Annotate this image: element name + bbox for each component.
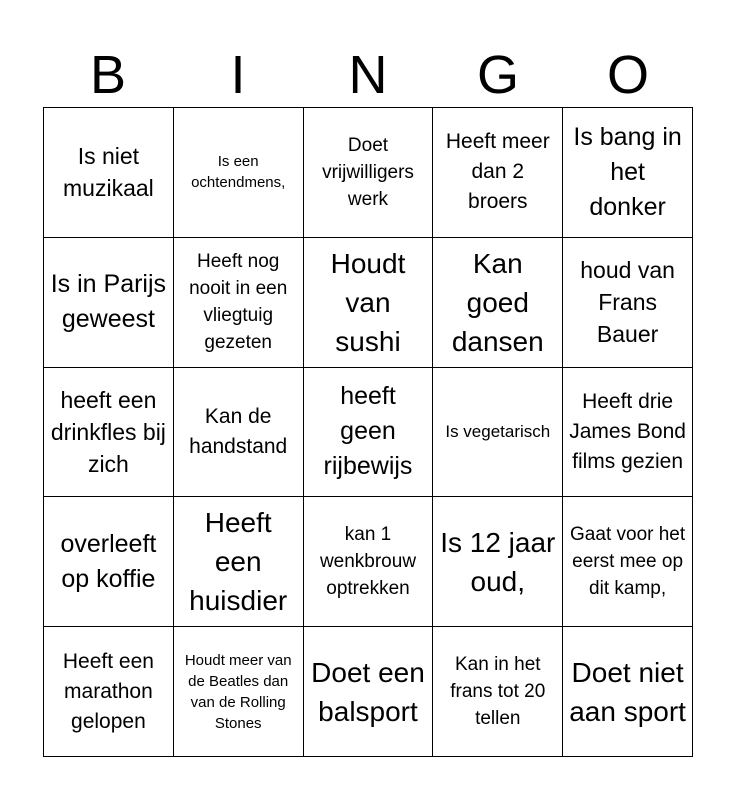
bingo-cell[interactable] xyxy=(433,108,563,238)
header-letter-g: G xyxy=(476,45,519,105)
bingo-cell[interactable] xyxy=(304,108,434,238)
bingo-cell[interactable] xyxy=(563,627,693,757)
bingo-card xyxy=(43,107,693,757)
bingo-cell-text: Kan in het frans tot 20 tellen xyxy=(450,654,546,730)
bingo-cell-text: Houdt van sushi xyxy=(330,247,406,357)
bingo-cell[interactable] xyxy=(304,627,434,757)
bingo-cell-text: Is niet muzikaal xyxy=(63,143,154,202)
bingo-cell[interactable] xyxy=(304,497,434,627)
bingo-cell[interactable] xyxy=(174,627,304,757)
bingo-cell-text: houd van Frans Bauer xyxy=(580,257,675,348)
bingo-cell[interactable] xyxy=(433,497,563,627)
bingo-cell-text: Is bang in het donker xyxy=(573,122,682,221)
bingo-cell-text: Heeft een marathon gelopen xyxy=(62,649,154,733)
bingo-cell-text: Doet een balsport xyxy=(311,656,425,727)
header-letter-b: B xyxy=(89,45,127,105)
bingo-cell-text: Kan de handstand xyxy=(189,404,288,458)
bingo-cell-text: Doet vrijwilligers werk xyxy=(322,134,414,210)
header-letter-i: I xyxy=(230,45,246,105)
bingo-cell-text: Is een ochtendmens, xyxy=(191,153,286,192)
bingo-cell[interactable] xyxy=(563,108,693,238)
bingo-cell[interactable] xyxy=(433,238,563,368)
bingo-cell[interactable] xyxy=(174,368,304,498)
bingo-cell-text: Is vegetarisch xyxy=(445,421,551,441)
bingo-header xyxy=(43,44,693,106)
header-letter-n: N xyxy=(348,45,388,105)
bingo-cell[interactable] xyxy=(44,368,174,498)
bingo-cell[interactable] xyxy=(174,108,304,238)
bingo-cell-text: Doet niet aan sport xyxy=(569,656,686,727)
bingo-cell[interactable] xyxy=(433,627,563,757)
bingo-cell[interactable] xyxy=(563,238,693,368)
bingo-cell[interactable] xyxy=(44,627,174,757)
bingo-cell-text: Houdt meer van de Beatles dan van de Rolling Stones xyxy=(184,651,292,732)
header-letter-o: O xyxy=(606,45,649,105)
bingo-cell-text: Gaat voor het eerst mee op dit kamp, xyxy=(570,524,686,600)
bingo-cell-text: Heeft nog nooit in een vliegtuig gezeten xyxy=(189,251,288,354)
bingo-cell-text: Heeft meer dan 2 broers xyxy=(445,130,550,214)
bingo-cell[interactable] xyxy=(304,368,434,498)
bingo-cell-text: Kan goed dansen xyxy=(451,247,544,357)
bingo-cell-text: Heeft drie James Bond films gezien xyxy=(569,389,686,473)
bingo-cell[interactable] xyxy=(174,497,304,627)
bingo-cell-text: Heeft een huisdier xyxy=(189,507,288,617)
bingo-cell-text: Is in Parijs geweest xyxy=(50,270,167,334)
bingo-cell-text: overleeft op koffie xyxy=(60,529,157,593)
bingo-cell[interactable] xyxy=(563,497,693,627)
bingo-cell[interactable] xyxy=(44,497,174,627)
bingo-cell[interactable] xyxy=(304,238,434,368)
bingo-cell[interactable] xyxy=(563,368,693,498)
bingo-cell-text: Is 12 jaar oud, xyxy=(440,526,556,597)
bingo-cell[interactable] xyxy=(44,238,174,368)
bingo-cell-text: heeft geen rijbewijs xyxy=(323,382,413,481)
bingo-cell-text: heeft een drinkfles bij zich xyxy=(50,386,166,477)
bingo-cell[interactable] xyxy=(433,368,563,498)
bingo-cell[interactable] xyxy=(44,108,174,238)
bingo-cell-text: kan 1 wenkbrouw optrekken xyxy=(319,524,417,600)
bingo-cell[interactable] xyxy=(174,238,304,368)
